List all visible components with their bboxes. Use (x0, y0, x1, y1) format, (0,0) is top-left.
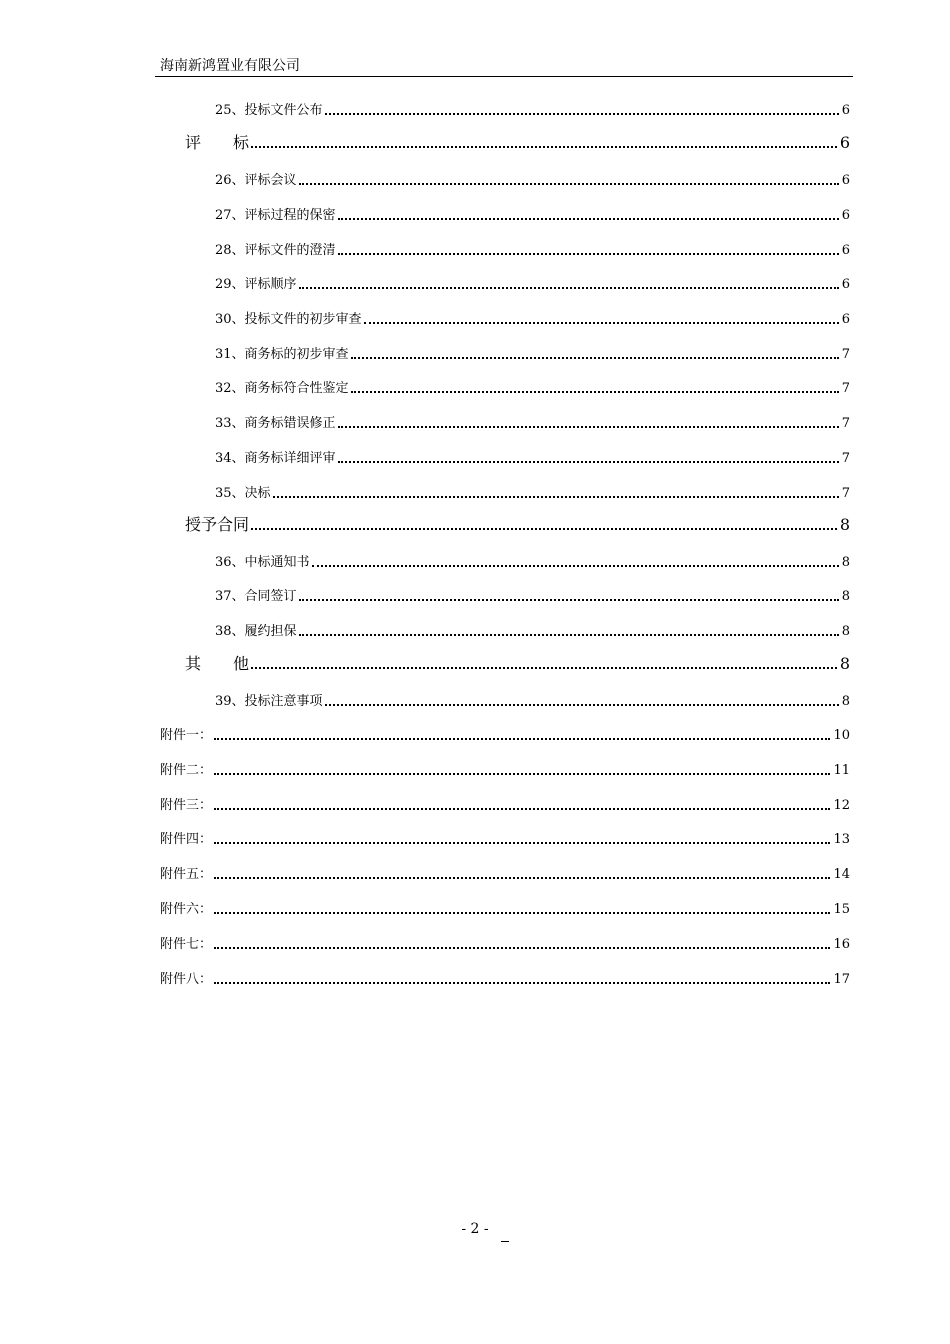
toc-entry[interactable] (215, 97, 850, 119)
toc-leader-dots (351, 357, 839, 359)
toc-appendix[interactable] (160, 931, 850, 953)
toc-entry[interactable] (215, 306, 850, 328)
toc-leader-dots (299, 599, 839, 601)
toc-entry[interactable] (215, 549, 850, 571)
toc-appendix-page: 16 (833, 937, 850, 952)
toc-appendix-title: 附件五： (160, 867, 213, 882)
toc-entry-page: 7 (841, 416, 850, 431)
toc-entry-title: 33、商务标错误修正 (215, 416, 336, 431)
toc-leader-dots (214, 773, 830, 775)
toc-section-title: 授予合同 (185, 515, 250, 534)
toc-appendix[interactable] (160, 826, 850, 848)
toc-entry[interactable] (215, 341, 850, 363)
toc-entry-page: 8 (841, 624, 850, 639)
toc-entry-page: 6 (841, 103, 850, 118)
toc-entry-title: 32、商务标符合性鉴定 (215, 381, 349, 396)
toc-appendix-page: 11 (833, 763, 850, 778)
toc-leader-dots (299, 183, 839, 185)
toc-leader-dots (214, 877, 830, 879)
toc-entry-page: 8 (841, 694, 850, 709)
toc-leader-dots (214, 738, 830, 740)
toc-leader-dots (251, 146, 837, 148)
toc-leader-dots (351, 391, 839, 393)
toc-entry-page: 7 (841, 486, 850, 501)
toc-leader-dots (214, 808, 830, 810)
toc-section-page: 6 (839, 133, 850, 152)
toc-entry-title: 30、投标文件的初步审查 (215, 312, 362, 327)
toc-entry[interactable] (215, 167, 850, 189)
toc-appendix[interactable] (160, 861, 850, 883)
toc-appendix-page: 14 (833, 867, 850, 882)
toc-entry[interactable] (215, 583, 850, 605)
toc-leader-dots (273, 496, 839, 498)
toc-appendix-title: 附件六： (160, 902, 213, 917)
toc-leader-dots (338, 218, 839, 220)
toc-leader-dots (312, 565, 839, 567)
toc-leader-dots (214, 947, 830, 949)
header-divider (155, 76, 853, 77)
toc-appendix-page: 12 (833, 798, 850, 813)
toc-entry[interactable] (215, 375, 850, 397)
toc-appendix[interactable] (160, 722, 850, 744)
toc-appendix[interactable] (160, 757, 850, 779)
toc-appendix-page: 13 (833, 832, 850, 847)
toc-section[interactable] (185, 511, 850, 535)
toc-section-page: 8 (839, 515, 850, 534)
toc-entry[interactable] (215, 480, 850, 502)
toc-entry[interactable] (215, 688, 850, 710)
toc-entry-title: 38、履约担保 (215, 624, 297, 639)
toc-section[interactable] (185, 129, 850, 153)
toc-appendix[interactable] (160, 966, 850, 988)
toc-entry-title: 36、中标通知书 (215, 555, 310, 570)
toc-entry-page: 6 (841, 312, 850, 327)
toc-leader-dots (325, 113, 839, 115)
toc-entry-title: 27、评标过程的保密 (215, 208, 336, 223)
toc-entry-page: 7 (841, 381, 850, 396)
toc-entry[interactable] (215, 445, 850, 467)
header-company-name: 海南新鸿置业有限公司 (160, 58, 300, 74)
toc-entry-title: 35、决标 (215, 486, 271, 501)
toc-section-title: 评 标 (185, 133, 250, 152)
toc-section[interactable] (185, 650, 850, 674)
toc-entry-page: 6 (841, 208, 850, 223)
toc-leader-dots (338, 461, 839, 463)
toc-entry[interactable] (215, 237, 850, 259)
toc-entry-page: 8 (841, 555, 850, 570)
toc-appendix-title: 附件八： (160, 972, 213, 987)
toc-leader-dots (299, 634, 839, 636)
footer-mark (501, 1241, 509, 1242)
toc-leader-dots (325, 704, 839, 706)
toc-appendix[interactable] (160, 896, 850, 918)
toc-leader-dots (214, 842, 830, 844)
toc-appendix-title: 附件一： (160, 728, 213, 743)
toc-entry-title: 25、投标文件公布 (215, 103, 323, 118)
toc-entry-title: 39、投标注意事项 (215, 694, 323, 709)
toc-appendix-title: 附件二： (160, 763, 213, 778)
page-number: - 2 - (461, 1221, 489, 1237)
toc-entry-title: 28、评标文件的澄清 (215, 243, 336, 258)
toc-appendix-page: 17 (833, 972, 850, 987)
toc-leader-dots (214, 982, 830, 984)
toc-appendix-title: 附件七： (160, 937, 213, 952)
toc-leader-dots (214, 912, 830, 914)
toc-appendix[interactable] (160, 792, 850, 814)
toc-entry-title: 34、商务标详细评审 (215, 451, 336, 466)
toc-entry[interactable] (215, 410, 850, 432)
toc-leader-dots (251, 667, 837, 669)
toc-entry-page: 6 (841, 277, 850, 292)
toc-appendix-title: 附件四： (160, 832, 213, 847)
toc-leader-dots (338, 426, 839, 428)
toc-entry-page: 7 (841, 347, 850, 362)
toc-entry-title: 26、评标会议 (215, 173, 297, 188)
toc-entry[interactable] (215, 271, 850, 293)
toc-leader-dots (251, 528, 837, 530)
toc-entry-title: 37、合同签订 (215, 589, 297, 604)
toc-appendix-title: 附件三： (160, 798, 213, 813)
toc-entry-page: 6 (841, 173, 850, 188)
toc-entry-title: 29、评标顺序 (215, 277, 297, 292)
toc-appendix-page: 15 (833, 902, 850, 917)
toc-leader-dots (338, 253, 839, 255)
toc-leader-dots (364, 322, 839, 324)
toc-entry-page: 6 (841, 243, 850, 258)
toc-section-title: 其 他 (185, 654, 250, 673)
toc-entry[interactable] (215, 618, 850, 640)
toc-entry-page: 8 (841, 589, 850, 604)
toc-section-page: 8 (839, 654, 850, 673)
toc-entry-title: 31、商务标的初步审查 (215, 347, 349, 362)
toc-appendix-page: 10 (833, 728, 850, 743)
toc-entry[interactable] (215, 202, 850, 224)
toc-leader-dots (299, 287, 839, 289)
toc-entry-page: 7 (841, 451, 850, 466)
